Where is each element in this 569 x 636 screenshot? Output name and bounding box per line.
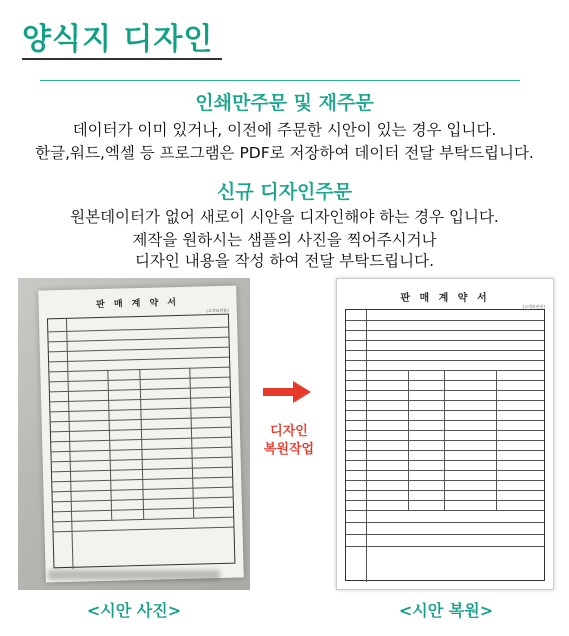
new-design-line-2: 제작을 원하시는 샘플의 사진을 찍어주시거나 [132,231,437,249]
reprint-line-1: 데이터가 이미 있거나, 이전에 주문한 시안이 있는 경우 입니다. [72,121,497,139]
page-title: 양식지 디자인 [22,22,214,57]
restored-caption: <시안 복원> [398,601,494,620]
new-design-heading: 신규 디자인주문 [216,181,353,203]
new-design-line-3: 디자인 내용을 작성 하여 전달 부탁드립니다. [134,252,435,270]
sample-caption: <시안 사진> [86,601,182,620]
sample-paper [38,285,244,582]
arrow-right-icon [263,381,311,403]
section-divider [40,80,520,81]
sample-form-note: (고객보관용) [206,307,229,314]
arrow-label-2: 복원작업 [263,442,315,457]
sample-photo [18,278,250,590]
title-underline [22,58,222,60]
blurred-footer [48,570,220,580]
restored-form-note: (고객보관용) [522,304,545,309]
reprint-heading: 인쇄만주문 및 재주문 [195,92,374,114]
restored-form-title: 판 매 계 약 서 [400,293,490,304]
reprint-line-2: 한글,워드,엑셀 등 프로그램은 PDF로 저장하여 데이터 전달 부탁드립니다. [35,144,534,162]
new-design-line-1: 원본데이터가 없어 새로이 시안을 디자인해야 하는 경우 입니다. [70,208,499,226]
sample-form-table [47,314,235,569]
restored-document [336,278,554,590]
restored-form-table [345,309,545,581]
arrow-label-1: 디자인 [270,424,308,439]
sample-form-title: 판 매 계 약 서 [95,297,180,311]
